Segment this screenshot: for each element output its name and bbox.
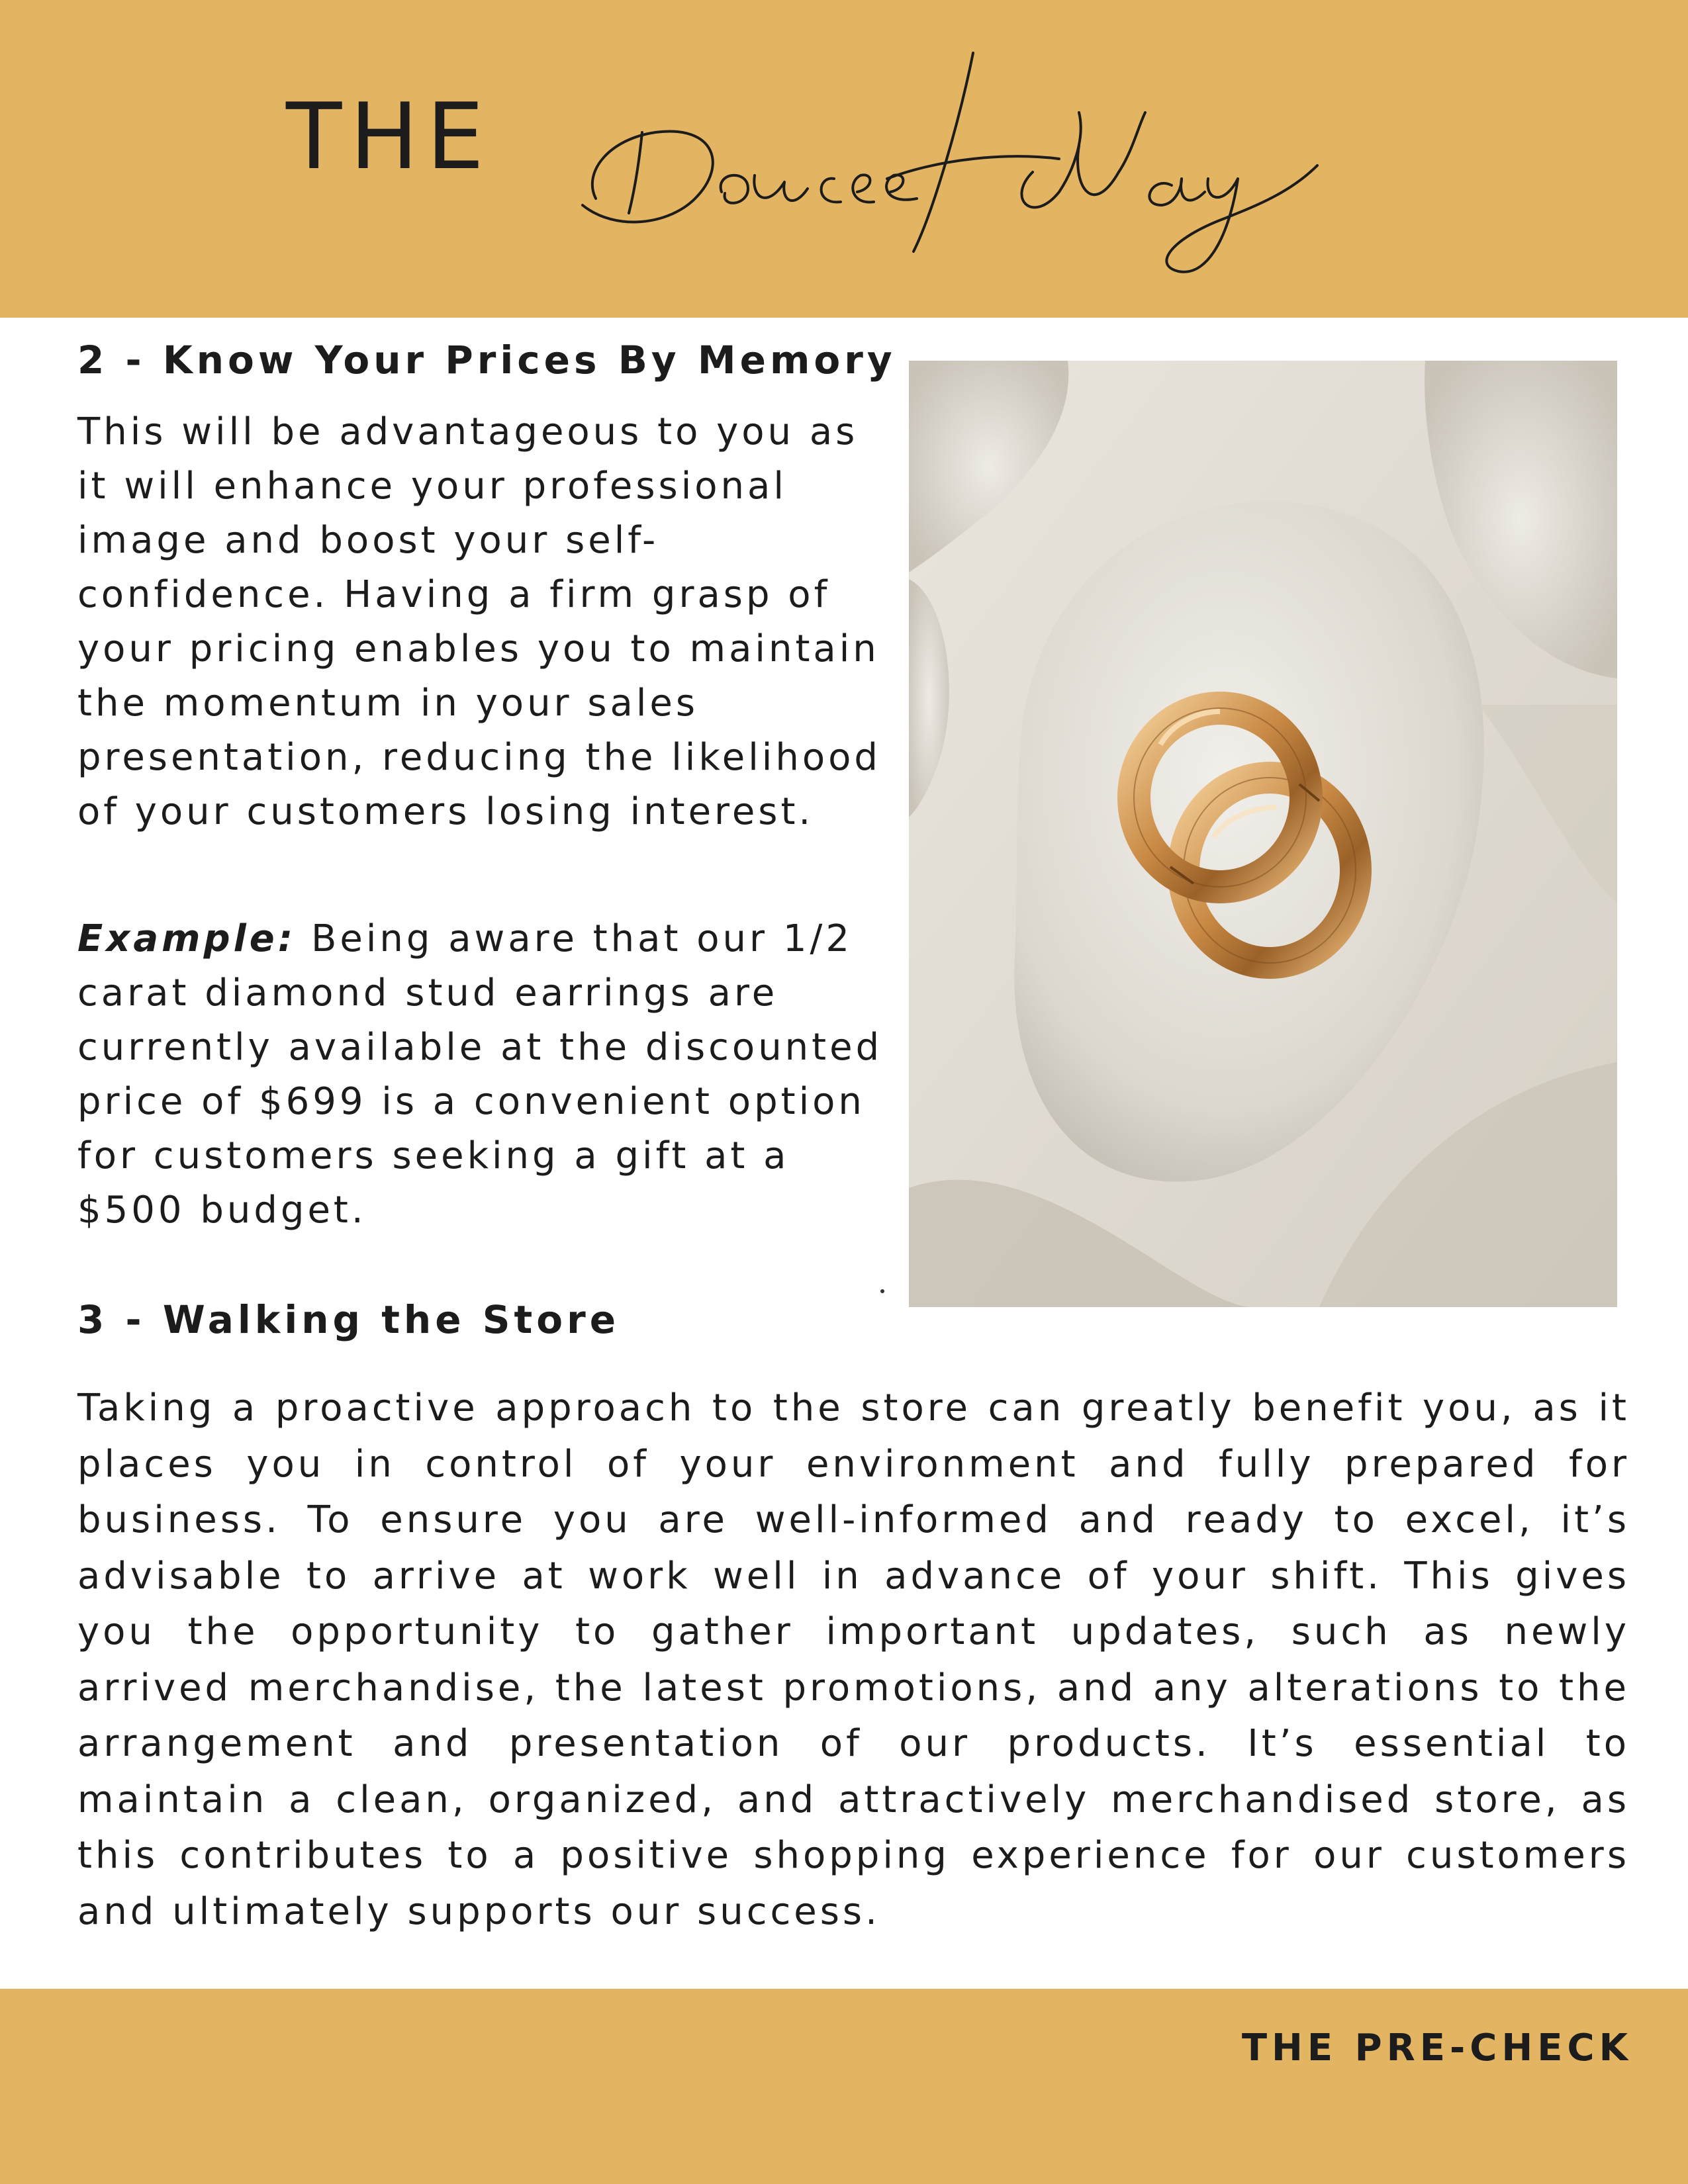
example-label: Example:	[77, 917, 297, 960]
brand-script-logo	[556, 40, 1350, 291]
section-2-heading: 2 - Know Your Prices By Memory	[77, 338, 896, 383]
footer-label: THE PRE-CHECK	[1241, 2026, 1632, 2070]
brand-prefix: THE	[286, 83, 492, 190]
stray-dot	[880, 1289, 884, 1293]
footer-band	[0, 1989, 1688, 2184]
earrings-on-stone-image	[909, 361, 1617, 1307]
section-2-example	[77, 912, 898, 1238]
section-3-heading: 3 - Walking the Store	[77, 1297, 620, 1342]
section-2-body: This will be advantageous to you as it will enhance your professional image and boost your self-confidence. Having a firm grasp of your pricing enables you to maintain the momentum in your sales presentation, reducing the likelihood of your customers losing interest.	[77, 410, 881, 833]
section-3-body: Taking a proactive approach to the store can greatly benefit you, as it places you in control of your environment and fully prepared for business. To ensure you are well-informed and ready to excel, it’s advisable to arrive at work well in advance of your shift. This gives you the opportunity to gather important updates, such as newly arrived merchandise, the latest promotions, and any alterations to the arrangement and presentation of our products. It’s essential to maintain a clean, organized, and attractively merchandised store, as this contributes to a positive shopping experience for our customers and ultimately supports our success.	[77, 1387, 1630, 1933]
earrings-photo	[909, 361, 1617, 1307]
example-body: Being aware that our 1/2 carat diamond stud earrings are currently available at the discounted price of $699 is a convenient option for customers seeking a gift at a $500 budget.	[77, 917, 883, 1232]
